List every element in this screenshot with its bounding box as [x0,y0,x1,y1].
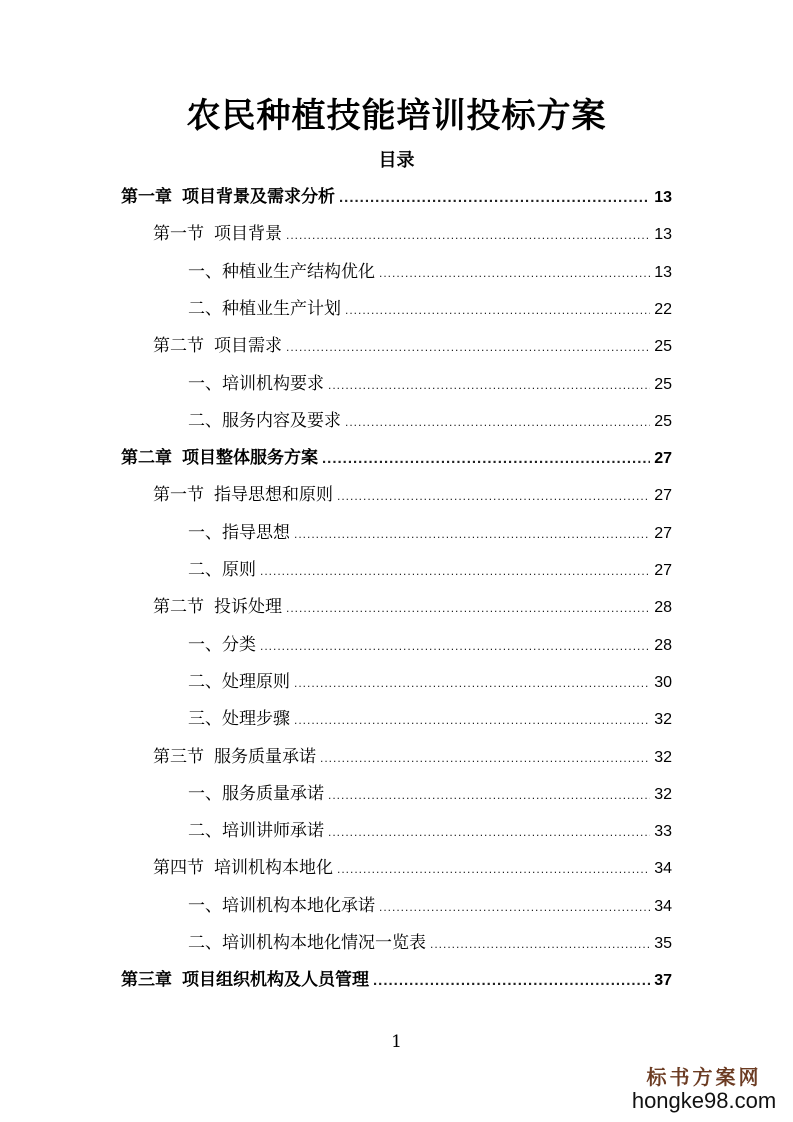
toc-entry-page: 34 [654,860,672,878]
toc-entry-text: 原则 [222,560,256,580]
toc-entry-level-3[interactable] [188,928,672,958]
toc-entry-number: 一、 [188,783,222,804]
toc-entry-level-3[interactable] [188,779,672,809]
toc-dot-leader [260,639,650,653]
toc-entry-text: 项目组织机构及人员管理 [182,970,369,991]
toc-entry-page: 33 [654,823,672,841]
toc-dot-leader [294,676,650,690]
toc-entry-level-3[interactable] [188,630,672,660]
toc-entry-level-3[interactable] [188,518,672,548]
toc-entry-number: 第三章 [121,970,172,991]
toc-entry-text: 处理步骤 [222,709,290,730]
toc-entry-number: 一、 [188,261,222,282]
toc-entry-page: 25 [654,338,672,356]
toc-entry-label [188,369,324,394]
toc-entry-number: 第二节 [153,597,204,618]
toc-entry-level-3[interactable] [188,406,672,436]
toc-entry-page: 28 [654,636,672,654]
toc-entry-page: 27 [654,487,672,505]
toc-entry-level-3[interactable] [188,704,672,734]
toc-entry-text: 项目背景及需求分析 [182,187,335,207]
toc-entry-label [188,555,256,580]
toc-entry-page: 25 [654,375,672,393]
toc-entry-label [188,704,290,729]
document-title: 农民种植技能培训投标方案 [186,96,607,136]
toc-entry-label [188,518,290,543]
toc-dot-leader [328,788,650,802]
toc-entry-text: 种植业生产计划 [222,298,341,319]
toc-entry-level-3[interactable] [188,667,672,697]
toc-entry-number: 第一节 [153,485,204,506]
toc-entry-page: 30 [654,673,672,691]
toc-entry-label [153,592,282,617]
toc-entry-text: 服务质量承诺 [214,746,316,767]
toc-dot-leader [337,489,650,503]
toc-dot-leader [260,564,650,578]
toc-dot-leader [294,713,650,727]
toc-dot-leader [345,415,650,429]
toc-entry-text: 投诉处理 [214,597,282,618]
toc-entry-number: 二、 [188,560,222,580]
toc-entry-text: 服务质量承诺 [222,783,324,804]
toc-entry-label [188,294,341,319]
toc-dot-leader [339,189,650,206]
toc-entry-text: 培训机构要求 [222,373,324,394]
watermark-name: 标书方案网 [646,1067,762,1089]
toc-entry-number: 二、 [188,671,222,692]
toc-entry-page: 27 [654,450,672,468]
toc-dot-leader [379,266,650,280]
toc-entry-page: 22 [654,300,672,318]
toc-entry-label [153,742,316,767]
toc-entry-number: 第二章 [121,448,172,469]
toc-entry-label [188,816,324,841]
toc-entry-page: 13 [654,263,672,281]
toc-entry-label [188,928,426,953]
watermark-logo [629,1061,779,1114]
toc-dot-leader [337,862,650,876]
toc-entry-page: 32 [654,785,672,803]
toc-entry-number: 第四节 [153,858,204,879]
toc-entry-level-2[interactable] [153,592,672,622]
toc-entry-level-3[interactable] [188,257,672,287]
toc-entry-number: 二、 [188,933,222,953]
toc-entry-level-3[interactable] [188,294,672,324]
toc-entry-page: 34 [654,897,672,915]
toc-entry-number: 第一节 [153,224,204,245]
toc-entry-label [153,219,282,244]
toc-dot-leader [286,601,650,615]
toc-dot-leader [328,378,650,392]
toc-entry-level-2[interactable] [153,742,672,772]
toc-entry-label [121,182,335,207]
toc-entry-text: 项目整体服务方案 [182,448,318,469]
toc-entry-text: 服务内容及要求 [222,410,341,431]
toc-entry-number: 一、 [188,522,222,543]
toc-entry-label [188,779,324,804]
toc-dot-leader [430,937,650,951]
toc-entry-page: 13 [654,226,672,244]
toc-entry-page: 32 [654,711,672,729]
toc-entry-text: 培训机构本地化承诺 [222,895,375,916]
toc-entry-level-1[interactable] [121,965,672,995]
toc-entry-label [121,443,318,468]
toc-entry-label [153,480,333,505]
toc-entry-page: 13 [654,189,672,206]
toc-entry-page: 28 [654,599,672,617]
toc-entry-number: 一、 [188,895,222,916]
toc-entry-number: 二、 [188,821,222,842]
toc-entry-number: 二、 [188,410,222,431]
toc-entry-text: 种植业生产结构优化 [222,261,375,282]
toc-entry-text: 处理原则 [222,671,290,692]
toc-entry-number: 一、 [188,634,222,655]
toc-entry-page: 27 [654,524,672,542]
toc-entry-level-2[interactable] [153,480,672,510]
toc-entry-number: 第二节 [153,336,204,357]
toc-entry-text: 指导思想和原则 [214,485,333,506]
toc-entry-text: 项目需求 [214,336,282,357]
toc-entry-text: 分类 [222,634,256,655]
toc-entry-number: 二、 [188,298,222,319]
toc-entry-level-2[interactable] [153,853,672,883]
toc-entry-text: 培训机构本地化情况一览表 [222,933,426,953]
toc-entry-text: 培训机构本地化 [214,858,333,879]
toc-entry-level-3[interactable] [188,816,672,846]
page-number: 1 [391,1032,402,1052]
toc-entry-level-1[interactable] [121,182,672,212]
toc-entry-label [188,630,256,655]
toc-dot-leader [379,900,650,914]
toc-dot-leader [286,340,650,354]
toc-heading: 目录 [378,150,415,171]
toc-entry-level-2[interactable] [153,331,672,361]
toc-entry-level-3[interactable] [188,555,672,585]
toc-entry-page: 27 [654,562,672,579]
toc-dot-leader [328,825,650,839]
toc-entry-text: 培训讲师承诺 [222,821,324,842]
toc-entry-number: 第一章 [121,187,172,207]
toc-dot-leader [322,450,650,467]
toc-entry-page: 37 [654,972,672,990]
toc-entry-page: 35 [654,935,672,952]
toc-entry-level-3[interactable] [188,369,672,399]
toc-entry-page: 32 [654,748,672,766]
toc-entry-label [188,891,375,916]
toc-entry-label [153,331,282,356]
toc-dot-leader [373,972,650,989]
toc-entry-page: 25 [654,412,672,430]
toc-entry-number: 三、 [188,709,222,730]
toc-entry-text: 指导思想 [222,522,290,543]
toc-entry-level-1[interactable] [121,443,672,473]
toc-dot-leader [320,751,650,765]
toc-entry-number: 一、 [188,373,222,394]
toc-entry-label [188,406,341,431]
toc-entry-number: 第三节 [153,746,204,767]
toc-entry-label [121,965,369,990]
toc-entry-label [153,853,333,878]
toc-dot-leader [294,527,650,541]
toc-dot-leader [345,303,650,317]
toc-entry-level-2[interactable] [153,219,672,249]
watermark-url: hongke98.com [631,1088,777,1113]
toc-entry-label [188,667,290,692]
toc-entry-label [188,257,375,282]
toc-entry-level-3[interactable] [188,891,672,921]
toc-entry-text: 项目背景 [214,224,282,245]
toc-dot-leader [286,228,650,242]
